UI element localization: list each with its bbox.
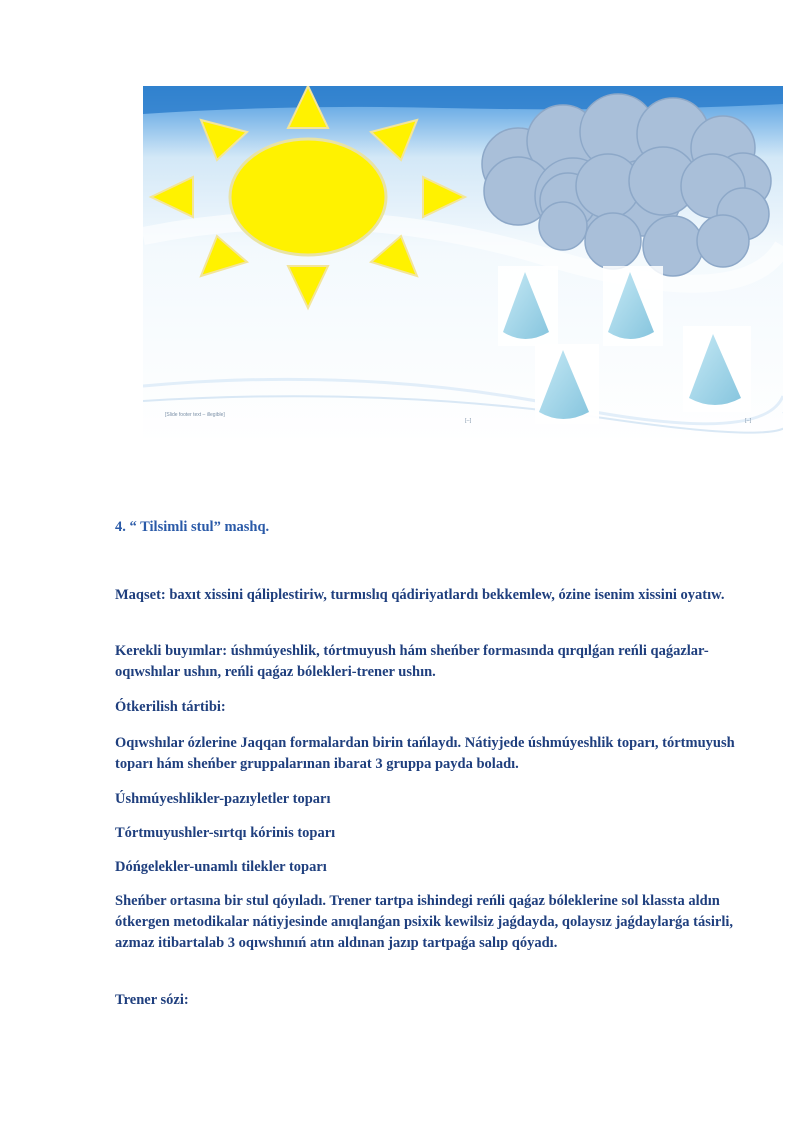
slide-footer-center: [--] xyxy=(465,418,472,424)
paragraph-procedure-title: Ótkerilish tártibi: xyxy=(115,699,226,715)
weather-illustration-svg xyxy=(143,86,783,444)
paragraph-procedure: Oqıwshılar ózlerine Jaqqan formalardan birin tańlaydı. Nátiyjede úshmúyeshlik toparı, tórtmuyush toparı hám sheńber gruppalarınan ibarat 3 gruppa payda boladı. xyxy=(115,735,735,772)
paragraph-trainer-words: Trener sózi: xyxy=(115,992,189,1008)
list-item-triangles: Úshmúyeshlikler-pazıyletler toparı xyxy=(115,791,331,807)
list-item-squares: Tórtmuyushler-sırtqı kórinis toparı xyxy=(115,825,336,841)
paragraph-goal: Maqset: baxıt xissini qáliplestiriw, turmıslıq qádiriyatlardı bekkemlew, ózine isenim xissini oyatıw. xyxy=(115,587,725,603)
raindrop-icon xyxy=(683,326,751,412)
list-item-circles: Dóńgelekler-unamlı tilekler toparı xyxy=(115,859,327,875)
raindrop-icon xyxy=(498,266,558,346)
paragraph-materials: Kerekli buyımlar: úshmúyeshlik, tórtmuyush hám sheńber formasında qırqılǵan reńli qaǵazlar-oqıwshılar ushın, reńli qaǵaz bólekleri-trener ushın. xyxy=(115,643,709,680)
raindrop-icon xyxy=(535,344,599,424)
raindrop-icon xyxy=(603,266,663,346)
weather-illustration xyxy=(143,86,783,444)
section-heading: 4. “ Tilsimli stul” mashq. xyxy=(115,519,270,535)
slide-footer-left: [Slide footer text – illegible] xyxy=(165,412,225,418)
slide-footer-right: [--] xyxy=(745,418,752,424)
paragraph-chair: Sheńber ortasına bir stul qóyıladı. Trener tartpa ishindegi reńli qaǵaz bóleklerine sol klassta aldın ótkergen metodikalar nátiyjesinde anıqlanǵan psixik kewilsiz jaǵdayda, qolaysız jaǵdaylarǵa tásirli, azmaz itibartalab 3 oqıwshınıń atın aldınan jazıp tartpaǵa salıp qóyadı. xyxy=(115,893,734,951)
